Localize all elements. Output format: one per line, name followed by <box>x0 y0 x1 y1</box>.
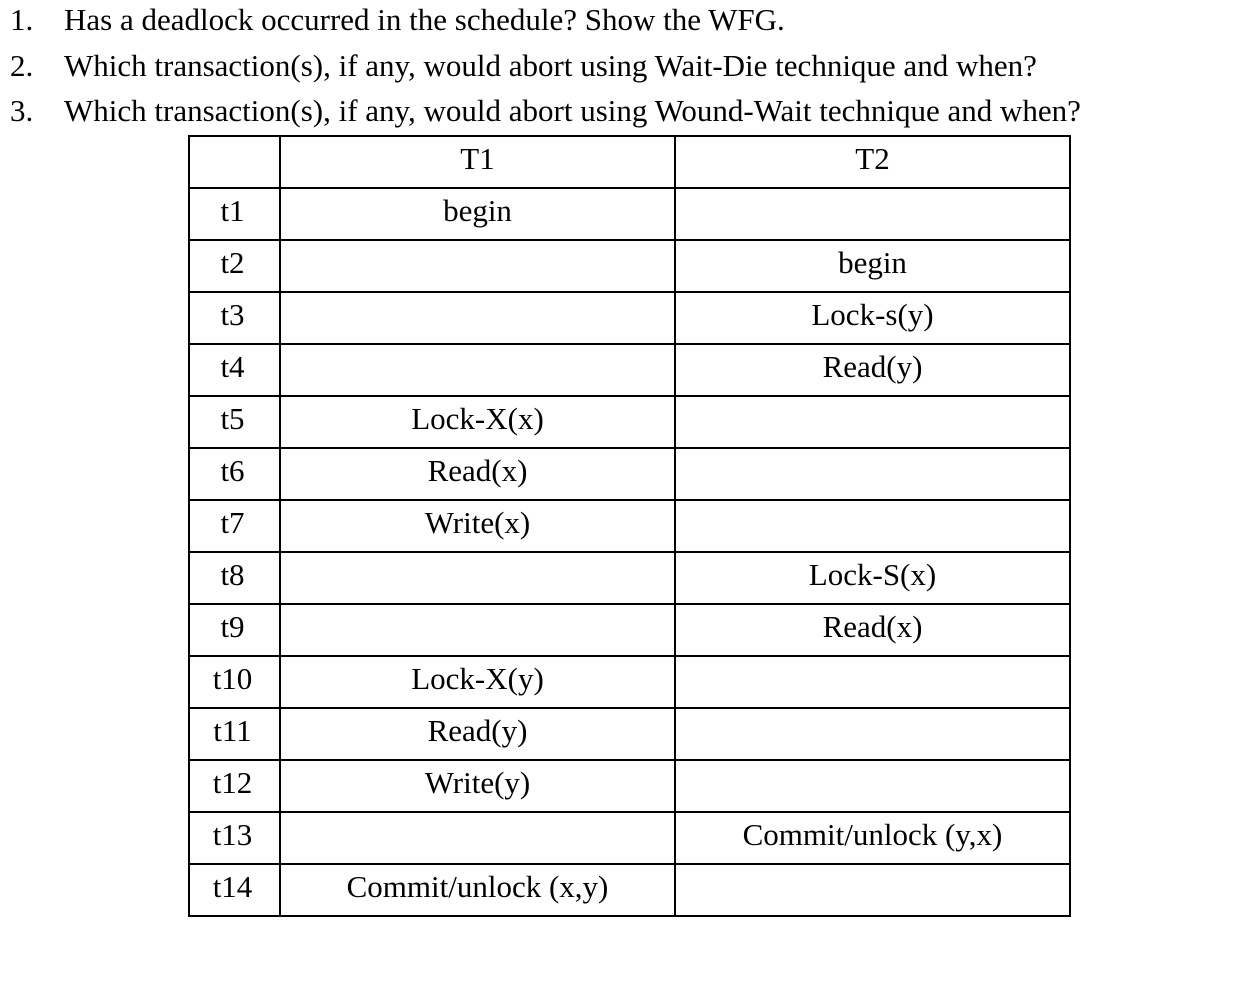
table-row <box>189 760 1070 812</box>
time-cell: t13 <box>189 812 280 864</box>
header-time <box>189 136 280 188</box>
time-cell: t5 <box>189 396 280 448</box>
t1-cell: Commit/unlock (x,y) <box>280 864 675 916</box>
table-row <box>189 864 1070 916</box>
time-cell: t4 <box>189 344 280 396</box>
table-row <box>189 552 1070 604</box>
t2-cell <box>675 656 1070 708</box>
t1-cell <box>280 812 675 864</box>
t2-cell: Lock-s(y) <box>675 292 1070 344</box>
t1-cell <box>280 552 675 604</box>
t2-cell: Commit/unlock (y,x) <box>675 812 1070 864</box>
table-row <box>189 396 1070 448</box>
t2-cell: Read(x) <box>675 604 1070 656</box>
table-header-row <box>189 136 1070 188</box>
table-row <box>189 188 1070 240</box>
table-row <box>189 240 1070 292</box>
t1-cell: Read(x) <box>280 448 675 500</box>
t1-cell: Write(y) <box>280 760 675 812</box>
table-row <box>189 292 1070 344</box>
table-row <box>189 604 1070 656</box>
time-cell: t10 <box>189 656 280 708</box>
question-text: Has a deadlock occurred in the schedule? Show the WFG. <box>64 2 785 37</box>
table-row <box>189 656 1070 708</box>
t1-cell <box>280 344 675 396</box>
t1-cell: Write(x) <box>280 500 675 552</box>
t2-cell <box>675 708 1070 760</box>
table-row <box>189 344 1070 396</box>
time-cell: t1 <box>189 188 280 240</box>
time-cell: t6 <box>189 448 280 500</box>
question-number: 1. <box>10 2 34 37</box>
time-cell: t3 <box>189 292 280 344</box>
t2-cell: begin <box>675 240 1070 292</box>
header-t1: T1 <box>280 136 675 188</box>
t2-cell <box>675 500 1070 552</box>
time-cell: t11 <box>189 708 280 760</box>
time-cell: t14 <box>189 864 280 916</box>
table-row <box>189 708 1070 760</box>
question-number: 2. <box>10 48 34 83</box>
t1-cell <box>280 604 675 656</box>
time-cell: t7 <box>189 500 280 552</box>
time-cell: t12 <box>189 760 280 812</box>
t2-cell <box>675 864 1070 916</box>
t1-cell <box>280 292 675 344</box>
t1-cell <box>280 240 675 292</box>
table-row <box>189 812 1070 864</box>
t1-cell: Read(y) <box>280 708 675 760</box>
t2-cell <box>675 760 1070 812</box>
t2-cell: Lock-S(x) <box>675 552 1070 604</box>
t1-cell: Lock-X(x) <box>280 396 675 448</box>
time-cell: t8 <box>189 552 280 604</box>
table-row <box>189 500 1070 552</box>
question-text: Which transaction(s), if any, would abort using Wait-Die technique and when? <box>64 48 1037 83</box>
time-cell: t2 <box>189 240 280 292</box>
table-row <box>189 448 1070 500</box>
time-cell: t9 <box>189 604 280 656</box>
header-t2: T2 <box>675 136 1070 188</box>
question-text: Which transaction(s), if any, would abort using Wound-Wait technique and when? <box>64 93 1081 128</box>
t1-cell: Lock-X(y) <box>280 656 675 708</box>
schedule-table <box>188 135 1071 917</box>
t2-cell <box>675 188 1070 240</box>
schedule-body <box>189 188 1070 916</box>
t1-cell: begin <box>280 188 675 240</box>
t2-cell <box>675 448 1070 500</box>
t2-cell: Read(y) <box>675 344 1070 396</box>
question-number: 3. <box>10 93 34 128</box>
t2-cell <box>675 396 1070 448</box>
